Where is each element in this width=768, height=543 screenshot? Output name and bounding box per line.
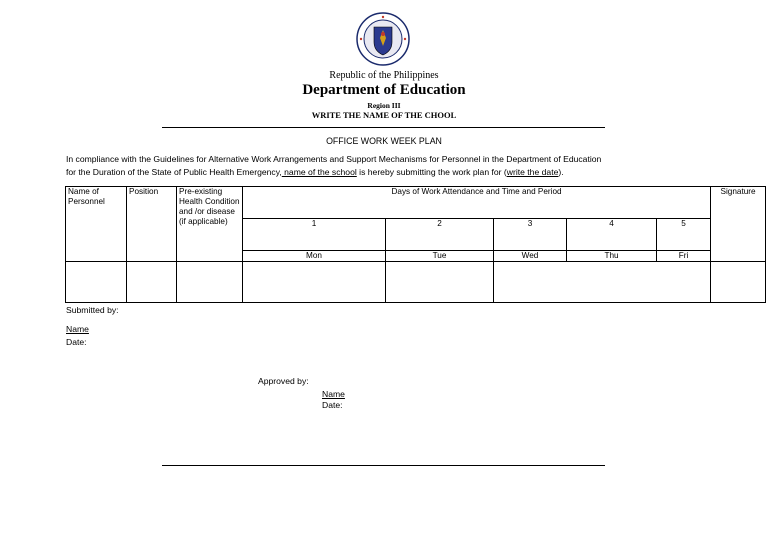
header-position: Position [127,187,177,262]
day-name-thu: Thu [567,251,657,262]
day-number-2: 2 [386,219,494,251]
intro-text: for the Duration of the State of Public Health Emergency, [66,167,282,177]
day-number-4: 4 [567,219,657,251]
work-plan-table [65,186,766,303]
header-divider [162,127,605,128]
header-health-condition: Pre-existing Health Condition and /or disease (if applicable) [177,187,243,262]
republic-text: Republic of the Philippines [329,70,439,81]
region-text: Region III [367,101,401,110]
day-number-1: 1 [243,219,386,251]
cell-name[interactable] [66,262,127,303]
date-blank: write the date [506,167,559,177]
day-number-5: 5 [657,219,711,251]
cell-position[interactable] [127,262,177,303]
cell-day-1[interactable] [243,262,386,303]
day-name-mon: Mon [243,251,386,262]
day-name-wed: Wed [494,251,567,262]
submitted-name: Name [66,324,89,334]
submitted-date: Date: [66,337,87,347]
submitted-by-label: Submitted by: [66,305,119,315]
intro-paragraph [66,153,746,179]
deped-seal-icon [356,12,410,66]
cell-day-3-5[interactable] [494,262,711,303]
form-title: OFFICE WORK WEEK PLAN [326,136,442,146]
day-name-tue: Tue [386,251,494,262]
approved-by-label: Approved by: [258,376,309,386]
table-row [66,262,766,303]
approved-date: Date: [322,400,343,410]
day-number-3: 3 [494,219,567,251]
cell-day-2[interactable] [386,262,494,303]
header-signature: Signature [711,187,766,262]
approved-name: Name [322,389,345,399]
header-name-of-personnel: Name of Personnel [66,187,127,262]
department-title: Department of Education [302,82,466,98]
cell-signature[interactable] [711,262,766,303]
intro-line-1: In compliance with the Guidelines for Alternative Work Arrangements and Support Mechanisms for Personnel in the Department of Education [66,154,602,164]
intro-line-2 [66,166,746,179]
school-name-placeholder: WRITE THE NAME OF THE CHOOL [311,110,457,120]
intro-text: is hereby submitting the work plan for ( [356,167,507,177]
footer-divider [162,465,605,466]
school-name-blank: name of the school [281,167,357,177]
header-days-of-work: Days of Work Attendance and Time and Period [243,187,711,219]
intro-text: ). [558,167,564,177]
cell-condition[interactable] [177,262,243,303]
day-name-fri: Fri [657,251,711,262]
